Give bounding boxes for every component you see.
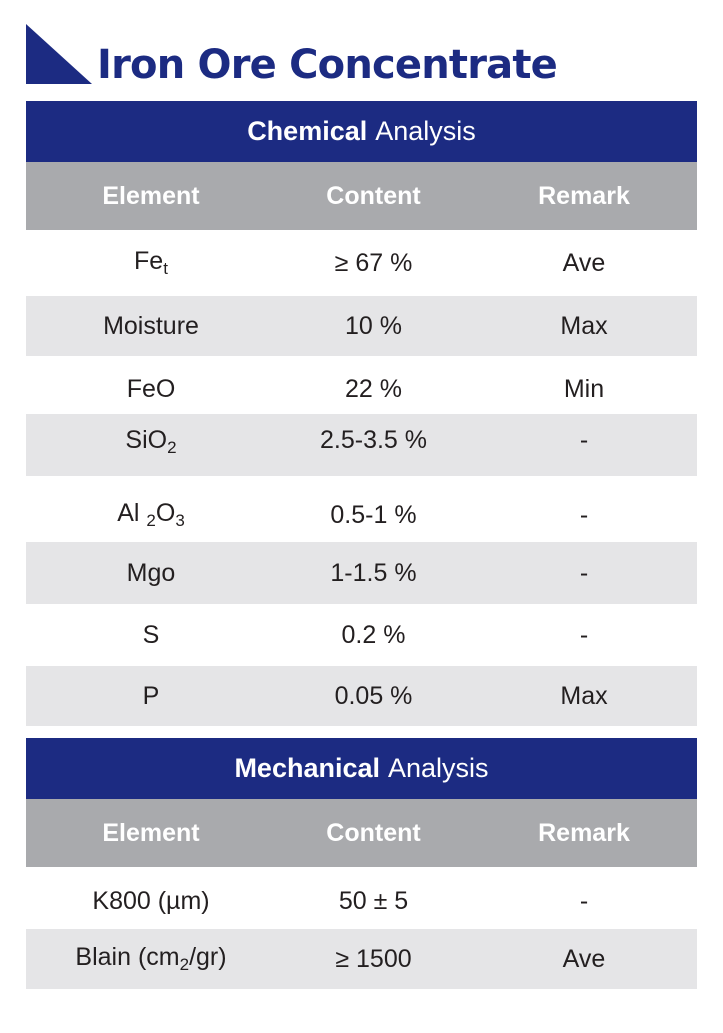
remark-cell: -: [579, 426, 589, 454]
element-text: S: [142, 620, 160, 649]
header-content: Content: [326, 181, 421, 210]
logo-triangle-icon: [26, 24, 92, 84]
element-cell: [26, 887, 276, 916]
element-text: FeO: [126, 374, 176, 403]
remark-cell: Ave: [562, 944, 606, 973]
mechanical-title-strong: Mechanical: [234, 753, 380, 783]
header-content: Content: [326, 818, 421, 847]
content-cell: ≥ 1500: [335, 944, 412, 973]
header-element: Element: [102, 818, 200, 847]
chemical-header-row: [26, 162, 697, 230]
header-remark: Remark: [538, 181, 630, 210]
chemical-title-strong: Chemical: [247, 116, 368, 146]
element-text: SiO: [125, 426, 168, 454]
remark-cell: Max: [560, 681, 608, 710]
table-row: [26, 414, 697, 476]
remark-cell: -: [579, 620, 589, 649]
subscript-text: t: [163, 259, 168, 278]
table-row: [26, 296, 697, 356]
subscript-text: 3: [175, 511, 185, 530]
table-row: [26, 542, 697, 604]
table-row: [26, 230, 697, 296]
content-cell: ≥ 67 %: [334, 248, 413, 277]
remark-cell: -: [579, 500, 589, 529]
chemical-analysis-title: [26, 101, 697, 162]
table-row: [26, 666, 697, 726]
element-cell: [26, 682, 276, 711]
element-cell: [26, 559, 276, 588]
content-cell: 0.05 %: [334, 681, 413, 710]
remark-cell: -: [579, 886, 589, 915]
element-text: Moisture: [103, 311, 199, 340]
content-cell: 22 %: [345, 374, 402, 403]
element-cell: [26, 312, 276, 341]
element-text: K800 (µm): [92, 886, 210, 915]
header-remark: Remark: [538, 818, 630, 847]
element-cell: [26, 621, 276, 650]
subscript-text: 2: [167, 438, 177, 457]
header-element: Element: [102, 181, 200, 210]
element-text: /gr): [189, 943, 227, 971]
element-text: Al: [117, 499, 147, 527]
element-text: Mgo: [126, 558, 176, 587]
mechanical-analysis-title: [26, 738, 697, 799]
element-cell: [26, 943, 276, 975]
table-row: [26, 929, 697, 989]
content-cell: 0.2 %: [341, 620, 406, 649]
mechanical-header-row: [26, 799, 697, 867]
remark-cell: Min: [563, 374, 605, 403]
element-text: Blain (cm: [75, 943, 180, 971]
element-text: O: [155, 499, 176, 527]
chemical-title-light: Analysis: [375, 116, 476, 146]
element-cell: [26, 247, 276, 279]
content-cell: 1-1.5 %: [330, 558, 417, 587]
table-row: [26, 356, 697, 414]
mechanical-title-light: Analysis: [388, 753, 489, 783]
element-cell: [26, 499, 276, 531]
remark-cell: Max: [560, 311, 608, 340]
content-cell: 2.5-3.5 %: [319, 426, 427, 454]
element-cell: [26, 426, 276, 458]
content-cell: 50 ± 5: [338, 886, 409, 915]
element-cell: [26, 375, 276, 404]
subscript-text: 2: [179, 955, 190, 974]
table-row: [26, 604, 697, 666]
table-row: [26, 476, 697, 542]
subscript-text: 2: [146, 511, 156, 530]
page-title: Iron Ore Concentrate: [97, 42, 557, 88]
element-text: Fe: [134, 247, 164, 275]
content-cell: 10 %: [345, 311, 402, 340]
content-cell: 0.5-1 %: [330, 500, 417, 529]
remark-cell: -: [579, 558, 589, 587]
remark-cell: Ave: [562, 248, 606, 277]
element-text: P: [142, 681, 160, 710]
table-row: [26, 867, 697, 929]
